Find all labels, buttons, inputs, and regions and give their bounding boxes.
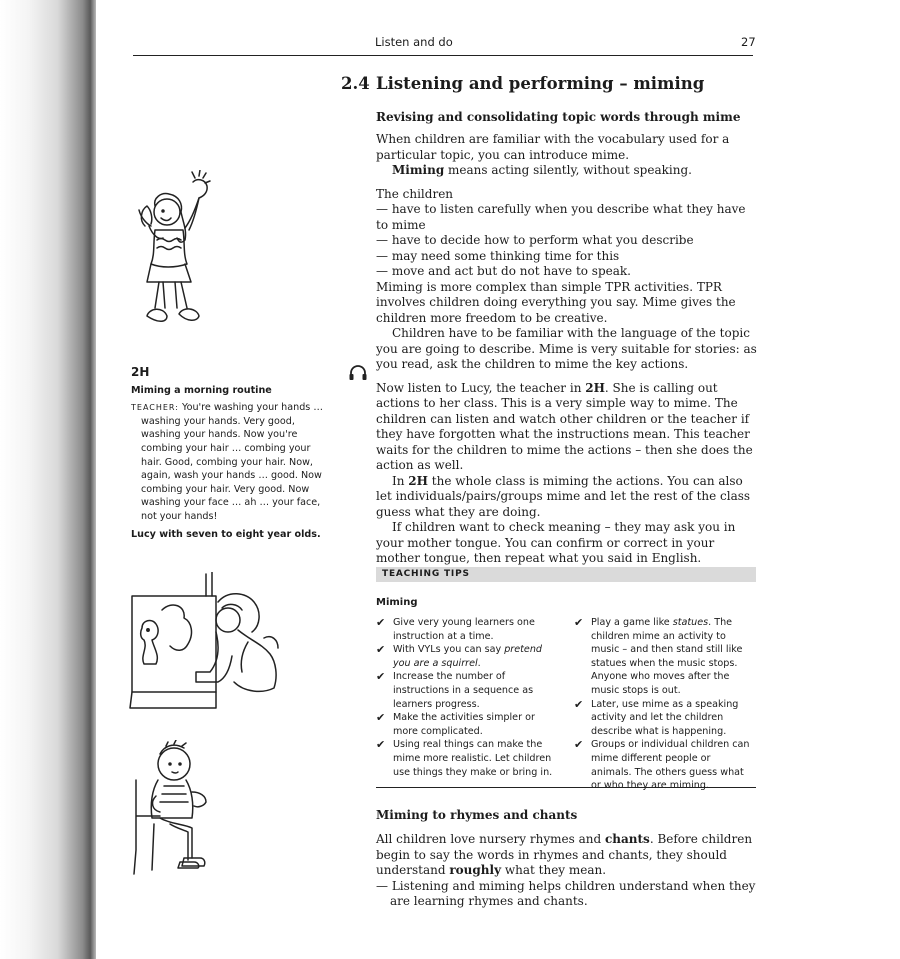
paragraph: Children have to be familiar with the language of the topic you are going to describe. Mime is very suitable for stories: as you read, ask the children to mime the key actions. xyxy=(376,326,757,371)
sidebar-transcript xyxy=(131,366,327,541)
tips-column-right xyxy=(574,616,754,793)
tips-bottom-rule xyxy=(376,787,756,788)
tip-item: ✔ Play a game like statues. The children mime an activity to music – and then stand still like statues when the music stops. Anyone who moves after the music stops is out. xyxy=(574,616,743,696)
check-icon: ✔ xyxy=(574,697,584,711)
tip-item: ✔ Give very young learners one instruction at a time. xyxy=(376,616,535,642)
girl-squirrel-illustration xyxy=(128,572,288,714)
paragraph: Miming means acting silently, without speaking. xyxy=(392,163,692,177)
check-icon: ✔ xyxy=(574,738,584,752)
transcript-title: Miming a morning routine xyxy=(131,384,272,396)
tips-heading: Miming xyxy=(376,597,418,608)
tip-item: ✔ Increase the number of instructions in a sequence as learners progress. xyxy=(376,670,534,710)
paragraph: Now listen to Lucy, the teacher in 2H. She is calling out actions to her class. This is a very simple way to mime. The children can listen and watch other children or the teacher if they have forgotten what the instructions mean. This teacher waits for the children to mime the actions – then she does the action as well. xyxy=(376,380,753,472)
transcript-caption: Lucy with seven to eight year olds. xyxy=(131,528,321,540)
teaching-tips-bar: TEACHING TIPS xyxy=(376,567,756,582)
page-number: 27 xyxy=(741,35,756,49)
main-body xyxy=(376,132,758,567)
paragraph: In 2H the whole class is miming the actions. You can also let individuals/pairs/groups mime and let the rest of the class guess what they are doing. xyxy=(376,473,751,519)
tips-column-left xyxy=(376,616,556,779)
list-item: — have to decide how to perform what you describe xyxy=(376,233,694,247)
tip-item: ✔ Make the activities simpler or more complicated. xyxy=(376,711,535,737)
check-icon: ✔ xyxy=(376,670,386,684)
tip-item: ✔ With VYLs you can say pretend you are a squirrel. xyxy=(376,643,542,669)
paragraph: All children love nursery rhymes and chants. Before children begin to say the words in rhymes and chants, they should understand roughly what they mean. xyxy=(376,832,753,877)
paragraph: Miming is more complex than simple TPR activities. TPR involves children doing everything you say. Mime gives the children more freedom to be creative. xyxy=(376,279,736,325)
check-icon: ✔ xyxy=(376,616,386,629)
list-item: — Listening and miming helps children understand when they are learning rhymes and chants. xyxy=(376,878,756,908)
check-icon: ✔ xyxy=(574,616,584,629)
list-item: — have to listen carefully when you describe what they have to mime xyxy=(376,202,746,232)
check-icon: ✔ xyxy=(376,738,386,752)
section-title: Listening and performing – miming xyxy=(376,74,705,93)
rhymes-body xyxy=(376,832,758,910)
paragraph: If children want to check meaning – they may ask you in your mother tongue. You can confirm or correct in your mother tongue, then repeat what you said in English. xyxy=(376,520,736,565)
paragraph: When children are familiar with the vocabulary used for a particular topic, you can introduce mime. xyxy=(376,132,730,162)
paragraph: The children xyxy=(376,186,454,201)
list-item: — move and act but do not have to speak. xyxy=(376,264,631,278)
headphones-icon xyxy=(348,364,368,382)
tip-item: ✔ Later, use mime as a speaking activity and let the children describe what is happening. xyxy=(574,697,739,737)
tip-item: ✔ Groups or individual children can mime different people or animals. The others guess what or who they are miming. xyxy=(574,738,750,792)
transcript-label: 2H xyxy=(131,365,150,379)
boy-sitting-illustration xyxy=(130,740,222,880)
list-item: — may need some thinking time for this xyxy=(376,248,620,263)
transcript-text: TEACHER: You're washing your hands … washing your hands. Very good, washing your hands. Now you're combing your hair … combing your hair. Good, combing your hair. Now, again, wash your hands … good. Now combing your hair. Very good. Now washing your face … ah … your face, not your hands! xyxy=(131,402,323,522)
section-subtitle: Revising and consolidating topic words through mime xyxy=(376,110,741,124)
bold-term: Miming xyxy=(392,163,445,177)
tip-item: ✔ Using real things can make the mime more realistic. Let children use things they make or bring in. xyxy=(376,738,553,778)
book-spine-shadow xyxy=(0,0,96,959)
check-icon: ✔ xyxy=(376,711,386,725)
check-icon: ✔ xyxy=(376,643,386,657)
running-head: Listen and do xyxy=(375,35,453,49)
girl-stretching-illustration xyxy=(125,170,220,338)
rhymes-heading: Miming to rhymes and chants xyxy=(376,808,578,822)
section-number: 2.4 xyxy=(341,74,370,93)
header-rule xyxy=(133,55,753,56)
